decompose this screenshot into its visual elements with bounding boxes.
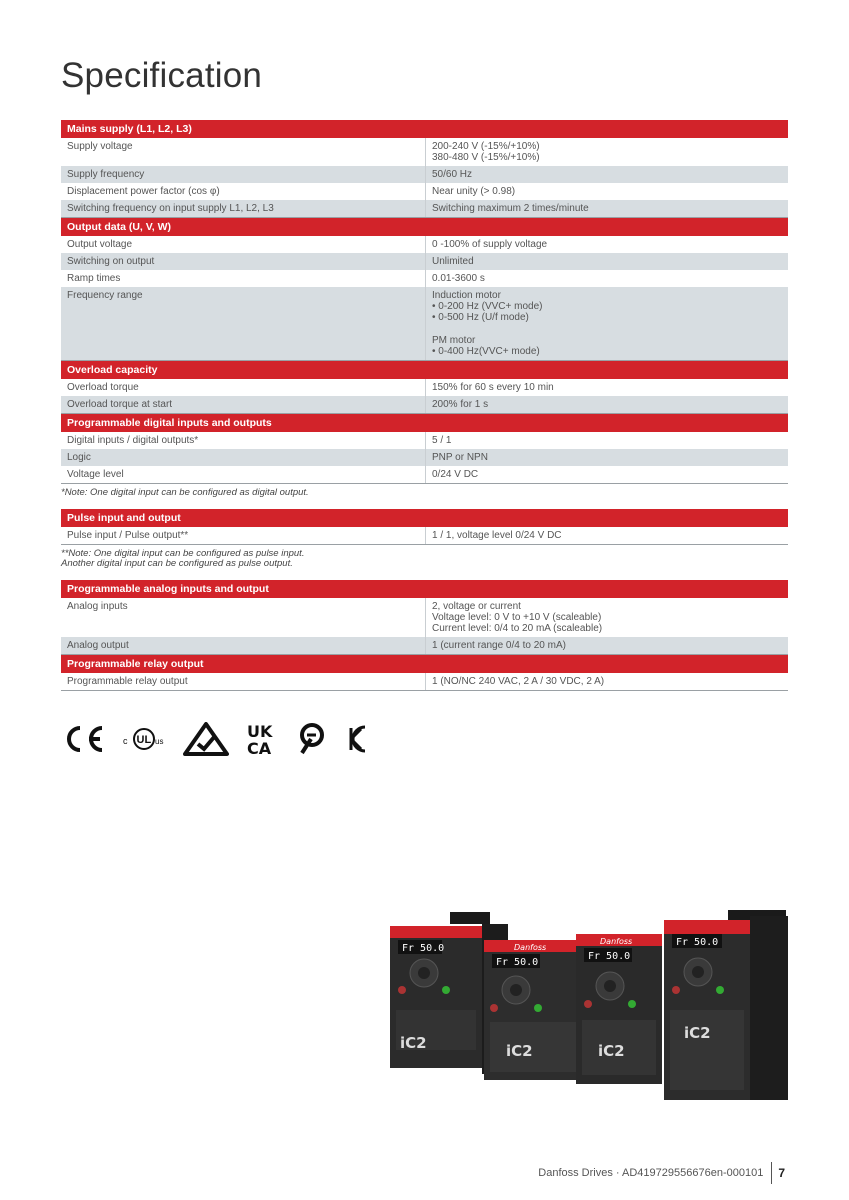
spec-row bbox=[61, 527, 788, 545]
spec-row bbox=[61, 236, 788, 253]
footnote-line: *Note: One digital input can be configured as digital output. bbox=[61, 487, 309, 498]
spec-value bbox=[425, 166, 788, 183]
cul-us-listed-icon bbox=[123, 724, 165, 754]
section-heading: Programmable digital inputs and outputs bbox=[61, 414, 788, 432]
spec-value-line: 0/24 V DC bbox=[432, 469, 479, 480]
spec-value-line: PNP or NPN bbox=[432, 452, 488, 463]
spec-label: Frequency range bbox=[67, 290, 143, 301]
spec-value bbox=[425, 637, 788, 654]
footer-separator bbox=[771, 1162, 772, 1184]
spec-value bbox=[425, 270, 788, 287]
section-heading: Pulse input and output bbox=[61, 509, 788, 527]
spec-label: Analog output bbox=[67, 640, 129, 651]
spec-row bbox=[61, 598, 788, 637]
spec-value bbox=[425, 673, 788, 690]
spec-label: Logic bbox=[67, 452, 91, 463]
drive-2-brand: Danfoss bbox=[514, 943, 547, 952]
spec-label: Ramp times bbox=[67, 273, 121, 284]
spec-label: Programmable relay output bbox=[67, 676, 188, 687]
spec-label: Supply frequency bbox=[67, 169, 145, 180]
page-number: 7 bbox=[778, 1166, 785, 1180]
ukca-top-text: UK bbox=[247, 722, 273, 741]
spec-row bbox=[61, 166, 788, 183]
eac-mark-icon bbox=[297, 723, 325, 755]
spec-row bbox=[61, 183, 788, 200]
footnote bbox=[61, 484, 788, 498]
spec-value bbox=[425, 138, 788, 166]
kc-mark-icon bbox=[343, 724, 369, 754]
spec-row bbox=[61, 396, 788, 414]
ul-us-text: us bbox=[155, 737, 164, 746]
spec-label: Output voltage bbox=[67, 239, 133, 250]
spec-value-line: 50/60 Hz bbox=[432, 169, 473, 180]
drive-1-display: Fr 50.0 bbox=[402, 943, 445, 954]
drive-unit-2 bbox=[484, 940, 584, 1080]
footnote-line: **Note: One digital input can be configured as pulse input. bbox=[61, 548, 305, 559]
spec-value-line: 200-240 V (-15%/+10%) bbox=[432, 141, 540, 152]
drive-2-model: iC2 bbox=[506, 1042, 533, 1060]
spec-row bbox=[61, 432, 788, 449]
spec-value-line: 1 (NO/NC 240 VAC, 2 A / 30 VDC, 2 A) bbox=[432, 676, 605, 687]
footer-text: Danfoss Drives · AD419729556676en-000101 bbox=[538, 1167, 764, 1179]
spec-label: Digital inputs / digital outputs* bbox=[67, 435, 199, 446]
spec-value-line: 150% for 60 s every 10 min bbox=[432, 382, 554, 393]
spec-row bbox=[61, 673, 788, 691]
ce-mark-icon bbox=[61, 724, 105, 754]
spec-value-line: 5 / 1 bbox=[432, 435, 452, 446]
product-image bbox=[388, 910, 790, 1105]
section-heading: Output data (U, V, W) bbox=[61, 218, 788, 236]
certification-logos bbox=[61, 722, 369, 756]
drive-1-model: iC2 bbox=[400, 1034, 427, 1052]
specification-table bbox=[61, 120, 788, 691]
spec-label: Switching frequency on input supply L1, L2, L3 bbox=[67, 203, 274, 214]
section-heading: Mains supply (L1, L2, L3) bbox=[61, 120, 788, 138]
spec-value-line: Near unity (> 0.98) bbox=[432, 186, 516, 197]
spec-row bbox=[61, 270, 788, 287]
spec-value bbox=[425, 183, 788, 200]
spec-value-line: Induction motor bbox=[432, 290, 501, 301]
section-heading: Programmable analog inputs and output bbox=[61, 580, 788, 598]
spec-row bbox=[61, 200, 788, 218]
spec-value-line: • 0-400 Hz(VVC+ mode) bbox=[432, 346, 540, 357]
drive-4-model: iC2 bbox=[684, 1024, 711, 1042]
spec-value-line: 1 (current range 0/4 to 20 mA) bbox=[432, 640, 566, 651]
spec-value bbox=[425, 598, 788, 637]
spec-value-line: Unlimited bbox=[432, 256, 474, 267]
footnote bbox=[61, 545, 788, 569]
spec-value bbox=[425, 287, 788, 360]
footnote-line: Another digital input can be configured as pulse output. bbox=[61, 558, 293, 569]
page-title: Specification bbox=[61, 56, 263, 95]
spec-row bbox=[61, 637, 788, 655]
spec-value-line bbox=[432, 323, 782, 335]
spec-value bbox=[425, 200, 788, 217]
section-heading: Programmable relay output bbox=[61, 655, 788, 673]
spec-value-line: 0 -100% of supply voltage bbox=[432, 239, 548, 250]
spec-value-line: • 0-500 Hz (U/f mode) bbox=[432, 312, 529, 323]
drive-4-display: Fr 50.0 bbox=[676, 937, 719, 948]
spec-value bbox=[425, 396, 788, 413]
section-heading: Overload capacity bbox=[61, 361, 788, 379]
spec-value-line: 1 / 1, voltage level 0/24 V DC bbox=[432, 530, 562, 541]
ul-c-text: c bbox=[123, 736, 128, 746]
spec-row bbox=[61, 287, 788, 361]
drive-3-brand: Danfoss bbox=[600, 937, 633, 946]
spec-value bbox=[425, 527, 788, 544]
ul-text: UL bbox=[136, 734, 152, 746]
spec-value-line: 200% for 1 s bbox=[432, 399, 489, 410]
spec-row bbox=[61, 253, 788, 270]
drive-3-model: iC2 bbox=[598, 1042, 625, 1060]
spec-row bbox=[61, 449, 788, 466]
spec-value bbox=[425, 253, 788, 270]
ukca-mark-icon bbox=[247, 722, 279, 756]
spec-value bbox=[425, 432, 788, 449]
spec-label: Displacement power factor (cos φ) bbox=[67, 186, 220, 197]
spec-value bbox=[425, 466, 788, 483]
spec-value-line: PM motor bbox=[432, 335, 476, 346]
spec-value-line: Switching maximum 2 times/minute bbox=[432, 203, 589, 214]
spec-label: Overload torque bbox=[67, 382, 139, 393]
ukca-bottom-text: CA bbox=[247, 739, 272, 756]
spec-label: Analog inputs bbox=[67, 601, 128, 612]
spec-value-line: Voltage level: 0 V to +10 V (scaleable) bbox=[432, 612, 602, 623]
spec-value-line: Current level: 0/4 to 20 mA (scaleable) bbox=[432, 623, 603, 634]
drive-2-display: Fr 50.0 bbox=[496, 957, 539, 968]
spec-label: Overload torque at start bbox=[67, 399, 173, 410]
spec-value-line: • 0-200 Hz (VVC+ mode) bbox=[432, 301, 543, 312]
spec-label: Supply voltage bbox=[67, 141, 133, 152]
drive-unit-3 bbox=[576, 934, 662, 1084]
rcm-mark-icon bbox=[183, 722, 229, 756]
footer bbox=[538, 1162, 785, 1184]
spec-row bbox=[61, 379, 788, 396]
spec-value bbox=[425, 236, 788, 253]
spec-value bbox=[425, 449, 788, 466]
spec-label: Voltage level bbox=[67, 469, 124, 480]
spec-label: Pulse input / Pulse output** bbox=[67, 530, 189, 541]
spec-value-line: 2, voltage or current bbox=[432, 601, 521, 612]
spec-value-line: 0.01-3600 s bbox=[432, 273, 485, 284]
spec-row bbox=[61, 466, 788, 484]
spec-value bbox=[425, 379, 788, 396]
spec-value-line: 380-480 V (-15%/+10%) bbox=[432, 152, 540, 163]
drive-unit-4 bbox=[664, 910, 788, 1100]
drive-3-display: Fr 50.0 bbox=[588, 951, 631, 962]
spec-label: Switching on output bbox=[67, 256, 155, 267]
spec-row bbox=[61, 138, 788, 166]
